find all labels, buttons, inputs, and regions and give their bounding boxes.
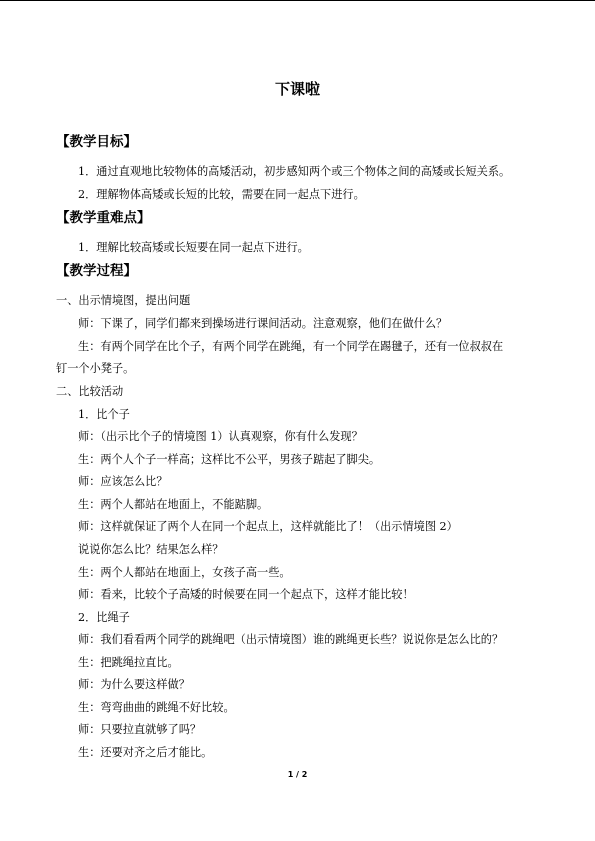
goal-item: 2．理解物体高矮或长短的比较，需要在同一起点下进行。: [78, 188, 365, 201]
key-point-item: 1．理解比较高矮或长短要在同一起点下进行。: [78, 241, 309, 254]
process-line: 生：两个人都站在地面上，女孩子高一些。: [78, 566, 291, 579]
page-number: 1 / 2: [287, 770, 308, 779]
process-line: 2．比绳子: [78, 611, 130, 624]
section-heading-process: 【教学过程】: [56, 263, 137, 279]
process-line: 师：应该怎么比？: [78, 475, 168, 488]
process-line: 师：只要拉直就够了吗？: [78, 723, 202, 736]
process-line: 师：看来，比较个子高矮的时候要在同一个起点下，这样才能比较！: [78, 588, 414, 601]
process-line: 说说你怎么比？结果怎么样？: [78, 543, 224, 556]
section-heading-goals: 【教学目标】: [56, 134, 137, 150]
goal-item: 1．通过直观地比较物体的高矮活动，初步感知两个或三个物体之间的高矮或长短关系。: [78, 165, 511, 178]
process-line: 生：有两个同学在比个子，有两个同学在跳绳，有一个同学在踢毽子，还有一位叔叔在: [78, 340, 504, 353]
process-line: 钉一个小凳子。: [56, 362, 135, 375]
process-line: 生：两个人都站在地面上，不能踮脚。: [78, 498, 269, 511]
process-line: 生：把跳绳拉直比。: [78, 656, 179, 669]
process-line: 师：（出示比个子的情境图 1）认真观察，你有什么发现？: [78, 430, 363, 443]
document-title: 下课啦: [274, 80, 320, 98]
process-line: 师：下课了，同学们都来到操场进行课间活动。注意观察，他们在做什么？: [78, 317, 448, 330]
process-line: 生：两个人个子一样高；这样比不公平，男孩子踮起了脚尖。: [78, 453, 381, 466]
process-line: 一、出示情境图，提出问题: [56, 294, 191, 307]
process-line: 二、比较活动: [56, 385, 124, 398]
process-line: 1．比个子: [78, 408, 130, 421]
top-border-line: [0, 0, 595, 1]
section-heading-key-points: 【教学重难点】: [56, 210, 151, 226]
process-line: 师：我们看看两个同学的跳绳吧（出示情境图）谁的跳绳更长些？说说你是怎么比的？: [78, 633, 504, 646]
process-line: 师：为什么要这样做？: [78, 678, 190, 691]
process-line: 生：还要对齐之后才能比。: [78, 746, 213, 759]
process-line: 师：这样就保证了两个人在同一个起点上，这样就能比了！（出示情境图 2）: [78, 520, 458, 533]
process-line: 生：弯弯曲曲的跳绳不好比较。: [78, 701, 235, 714]
